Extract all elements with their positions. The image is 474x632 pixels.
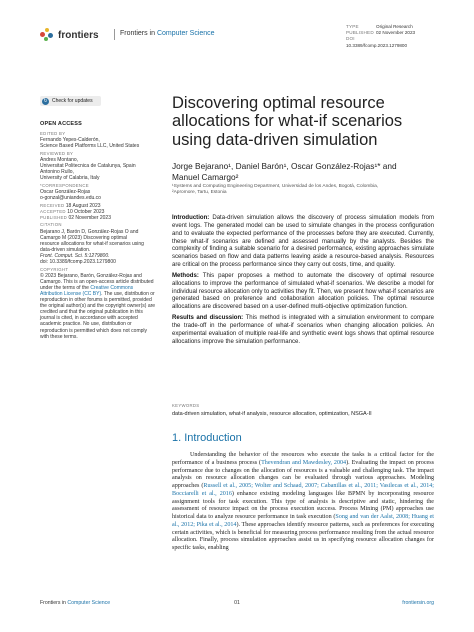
correspondence-email[interactable]: o-gonzal@uniandes.edu.co xyxy=(40,195,101,202)
abstract-methods: Methods: This paper proposes a method to automate the discovery of optimal resource allocations to improve the performance of simulated what-if scenarios. We describe a model for individual resource allocation only to activities they fit. Then, we present how what-if scenarios are generated based on preference and collaboration allocation policies. The optimal resource allocations are discovered based on a user-defined multi-objective optimization function. xyxy=(172,272,434,311)
journal-prefix: Frontiers in xyxy=(120,30,156,37)
citation-link[interactable]: Song and van der Aalst, 2008; Huang et al., 2012; Pika et al., 2014 xyxy=(172,514,434,528)
citation-link[interactable]: Thevendran and Mawdesley, 2004 xyxy=(261,459,347,466)
journal-name: Computer Science xyxy=(156,30,215,37)
affiliations: ¹Systems and Computing Engineering Department, Universidad de los Andes, Bogotá, Colombia, ²Apromore, Tartu, Estonia xyxy=(172,184,379,196)
article-meta xyxy=(346,24,434,49)
article-dates: RECEIVED 18 August 2023 ACCEPTED 10 October 2023 PUBLISHED 02 November 2023 xyxy=(40,202,111,221)
journal-title[interactable] xyxy=(120,30,215,37)
section-heading-introduction: 1. Introduction xyxy=(172,432,242,444)
refresh-icon: ↻ xyxy=(43,97,48,104)
keywords-label: KEYWORDS xyxy=(172,403,200,408)
footer-journal: Frontiers in Computer Science xyxy=(40,600,111,606)
page-header xyxy=(40,26,434,48)
correspondence: *CORRESPONDENCE Oscar González-Rojas o-gonzal@uniandes.edu.co xyxy=(40,183,156,201)
open-access-label: OPEN ACCESS xyxy=(40,121,83,127)
author-list: Jorge Bejarano¹, Daniel Barón¹, Oscar González-Rojas¹* and Manuel Camargo² xyxy=(172,161,397,183)
copyright: COPYRIGHT © 2023 Bejarano, Barón, González-Rojas and Camargo. This is an open-access article distributed under the terms of the Creative Commons Attribution License (CC BY). The use, distribution or reproduction in other forums is permitted, provided the original author(s) and the copyright owner(s) are credited and that the original publication in this journal is cited, in accordance with accepted academic practice. No use, distribution or reproduction is permitted which does not comply with these terms. xyxy=(40,266,156,340)
check-for-updates-button[interactable] xyxy=(40,96,101,106)
meta-published: PUBLISHED 02 November 2023 xyxy=(346,30,416,36)
page-number: 01 xyxy=(234,600,240,606)
header-divider xyxy=(114,29,115,40)
citation: CITATION Bejarano J, Barón D, González-Rojas O and Camargo M (2023) Discovering optimal resource allocations for what-if scenarios using data-driven simulation. Front. Comput. Sci. 5:1279800. doi: 10.3389/fcomp.2023.1279800 xyxy=(40,222,144,265)
meta-type: TYPE Original Research xyxy=(346,24,413,29)
check-updates-label: Check for updates xyxy=(52,98,93,104)
keywords: data-driven simulation, what-if analysis, resource allocation, optimization, NSGA-II xyxy=(172,411,372,417)
frontiers-logo-icon xyxy=(40,28,54,42)
cc-by-license-link[interactable]: Creative Commons Attribution License (CC BY) xyxy=(40,284,134,297)
brand-name: frontiers xyxy=(58,29,99,41)
citation-link[interactable]: Russell et al., 2005; Wolter and Schaad, 2007; Cabanillas et al., 2011; Vasilecas et al., 2014; Bocciarelli et al., 2016 xyxy=(172,483,434,497)
article-sidebar xyxy=(40,121,156,341)
edited-by: EDITED BY Fernando Yepes-Calderón, Science Based Platforms LLC, United States xyxy=(40,131,140,150)
abstract-introduction: Introduction: Data-driven simulation allows the discovery of process simulation models from event logs. The generated model can be used to simulate changes in the process configuration and to evaluate the expected performance of the processes before they are executed. Currently, these what-if scenarios are defined and assessed manually by the analysts. Besides the complexity of finding a suitable scenario for a desired performance, existing approaches simulate scenarios based on flow and data patterns leaving aside a resource-based analysis. Resources are critical on the process performance since they carry out costs, time, and quality. xyxy=(172,215,434,269)
footer-site-link[interactable]: frontiersin.org xyxy=(402,600,434,606)
page-footer xyxy=(40,600,434,610)
abstract-results: Results and discussion: This method is integrated with a simulation environment to compare the trade-off in the performance of what-if scenarios when changing allocation policies. An experimental evaluation of multiple real-life and synthetic event logs shows that optimal resource allocations improve the simulation performance. xyxy=(172,315,434,345)
article-title: Discovering optimal resource allocations for what-if scenarios using data-driven simulation xyxy=(172,94,403,149)
introduction-paragraph: Understanding the behavior of the resources who execute the tasks is a critical factor for the performance of a business process (Thevendran and Mawdesley, 2004). Evaluating the impact on process performance due to changes on the allocation of resources is a valuable and challenging task. The impact analysis on resource allocation changes can be evaluated through various approaches. Modeling approaches (Russell et al., 2005; Wolter and Schaad, 2007; Cabanillas et al., 2011; Vasilecas et al., 2014; Bocciarelli et al., 2016) enhance existing modeling languages like BPMN by incorporating resource assignment tools for task execution. This type of analysis is descriptive and static, hindering the assessment of resource impact on the process execution success. Process Mining (PM) approaches use historical data to analyze resource performance in task execution (Song and van der Aalst, 2008; Huang et al., 2012; Pika et al., 2014). These approaches identify resource patterns, such as preferences for executing certain activities, which is beneficial for measuring process performance resulting from the actual resource allocation. Finally, process simulation approaches assist us in specifying resource allocation changes for specific tasks, enabling xyxy=(172,452,434,551)
meta-doi: DOI10.3389/fcomp.2023.1279800 xyxy=(346,36,408,48)
reviewed-by: REVIEWED BY Andres Montano, Universitat Politecnica de Catalunya, Spain Antonino Rullo, University of Calabria, Italy xyxy=(40,150,136,182)
frontiers-logo[interactable] xyxy=(40,28,99,42)
abstract xyxy=(172,215,434,350)
